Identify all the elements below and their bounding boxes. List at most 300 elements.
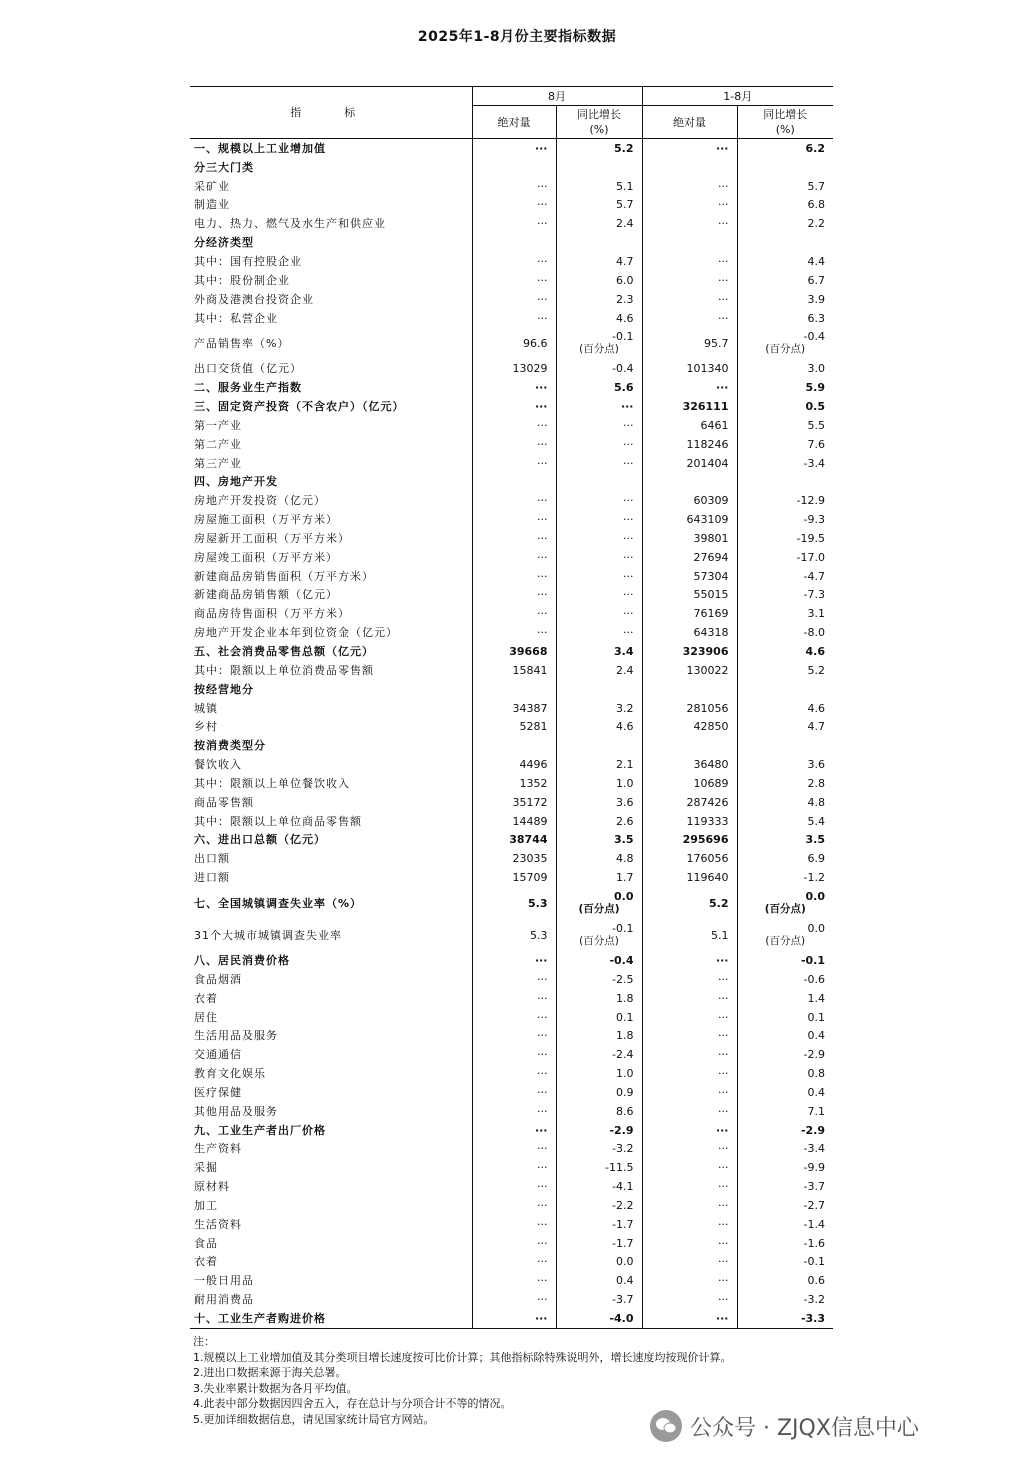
cell-yoy-ytd: 6.8 [737,196,833,215]
cell-yoy-aug: -1.7 [556,1234,642,1253]
table-row [190,290,833,309]
cell-abs-ytd [642,736,737,755]
row-label: 房地产开发企业本年到位资金（亿元） [194,626,398,640]
table-row [190,623,833,642]
row-label: 居住 [194,1010,218,1024]
cell-yoy-aug: 4.7 [556,252,642,271]
cell-abs-aug: ··· [472,970,556,989]
row-label: 房屋竣工面积（万平方米） [194,550,338,564]
table-row [190,774,833,793]
row-label: 进口额 [194,871,230,885]
cell-yoy-aug: ··· [556,604,642,623]
row-label: 31个大城市城镇调查失业率 [194,928,342,942]
cell-abs-ytd: 326111 [642,397,737,416]
cell-yoy-ytd [737,473,833,492]
cell-abs-aug: ··· [472,1253,556,1272]
cell-abs-aug: ··· [472,989,556,1008]
table-row [190,435,833,454]
row-label: 房屋施工面积（万平方米） [194,513,338,527]
cell-abs-aug: 38744 [472,831,556,850]
cell-yoy-ytd: 0.6 [737,1271,833,1290]
cell-yoy-ytd: 4.4 [737,252,833,271]
cell-abs-ytd: 287426 [642,793,737,812]
row-label: 食品 [194,1236,218,1250]
cell-yoy-aug: -0.1 (百分点) [556,327,642,359]
cell-abs-ytd: 57304 [642,567,737,586]
cell-abs-aug: ··· [472,1177,556,1196]
cell-yoy-ytd: -0.1 [737,1253,833,1272]
row-label: 第三产业 [194,456,242,470]
table-row [190,177,833,196]
cell-abs-ytd: 42850 [642,717,737,736]
cell-yoy-aug: 0.4 [556,1271,642,1290]
cell-yoy-ytd: 0.1 [737,1008,833,1027]
cell-abs-aug: ··· [472,1290,556,1309]
cell-yoy-aug: -11.5 [556,1158,642,1177]
row-label: 医疗保健 [194,1085,242,1099]
cell-abs-ytd: 76169 [642,604,737,623]
row-label: 教育文化娱乐 [194,1067,266,1081]
table-row [190,717,833,736]
cell-abs-ytd: ··· [642,378,737,397]
note-line: 3.失业率累计数据为各月平均值。 [193,1381,358,1395]
row-label: 生活资料 [194,1217,242,1231]
cell-yoy-ytd: -17.0 [737,548,833,567]
row-label: 二、服务业生产指数 [194,381,302,395]
table-row [190,755,833,774]
cell-abs-aug: ··· [472,1064,556,1083]
cell-abs-ytd: ··· [642,1253,737,1272]
cell-yoy-aug: 0.1 [556,1008,642,1027]
page-title: 2025年1-8月份主要指标数据 [417,29,617,45]
watermark [650,1406,919,1446]
table-row [190,271,833,290]
cell-abs-ytd: ··· [642,139,737,158]
cell-abs-aug: ··· [472,1215,556,1234]
cell-yoy-aug: 5.1 [556,177,642,196]
row-label: 出口额 [194,852,230,866]
cell-yoy-aug: -2.5 [556,970,642,989]
watermark-text: 公众号 · ZJQX信息中心 [690,1415,919,1441]
cell-yoy-ytd: 6.3 [737,309,833,328]
header-abs-aug: 绝对量 [472,106,556,139]
cell-abs-ytd: ··· [642,951,737,970]
table-row [190,378,833,397]
header-yoy-ytd: 同比增长 (%) [737,106,833,139]
table-row [190,849,833,868]
cell-yoy-ytd [737,680,833,699]
cell-yoy-aug: ··· [556,529,642,548]
row-label: 乡村 [194,720,218,734]
table-row [190,1008,833,1027]
cell-abs-aug: 23035 [472,849,556,868]
row-label: 五、社会消费品零售总额（亿元） [194,645,374,659]
cell-yoy-ytd: 2.2 [737,214,833,233]
table-row [190,491,833,510]
row-label: 餐饮收入 [194,758,242,772]
table-row [190,642,833,661]
cell-yoy-ytd: 6.7 [737,271,833,290]
cell-abs-aug: ··· [472,951,556,970]
cell-yoy-ytd: 4.8 [737,793,833,812]
cell-yoy-aug: ··· [556,397,642,416]
table-row [190,473,833,492]
cell-yoy-aug [556,680,642,699]
cell-yoy-aug: 2.4 [556,214,642,233]
cell-yoy-aug: ··· [556,435,642,454]
cell-yoy-aug [556,233,642,252]
cell-abs-ytd: 5.1 [642,919,737,951]
table-body [190,139,833,1329]
cell-yoy-aug: -4.0 [556,1309,642,1328]
cell-yoy-aug: 5.7 [556,196,642,215]
cell-yoy-ytd: -0.1 [737,951,833,970]
cell-abs-ytd: 281056 [642,699,737,718]
cell-yoy-ytd: -4.7 [737,567,833,586]
cell-yoy-ytd: 0.5 [737,397,833,416]
cell-abs-ytd: 64318 [642,623,737,642]
cell-yoy-ytd: -9.3 [737,510,833,529]
table-row [190,1064,833,1083]
cell-yoy-aug: 2.4 [556,661,642,680]
cell-abs-aug: ··· [472,1008,556,1027]
row-label: 六、进出口总额（亿元） [194,833,326,847]
table-row [190,868,833,887]
row-label: 分三大门类 [194,160,254,174]
table-row [190,736,833,755]
table-row [190,951,833,970]
table-row [190,989,833,1008]
row-label: 新建商品房销售面积（万平方米） [194,569,374,583]
cell-yoy-ytd: 7.6 [737,435,833,454]
row-label: 商品房待售面积（万平方米） [194,607,350,621]
cell-yoy-ytd: -1.6 [737,1234,833,1253]
cell-yoy-aug: 0.9 [556,1083,642,1102]
table-row [190,919,833,951]
cell-abs-ytd: 101340 [642,359,737,378]
cell-yoy-ytd: 5.5 [737,416,833,435]
cell-abs-ytd: ··· [642,177,737,196]
cell-yoy-ytd: 0.0 (百分点) [737,919,833,951]
cell-abs-ytd: 36480 [642,755,737,774]
cell-abs-aug: ··· [472,309,556,328]
cell-abs-aug: 15841 [472,661,556,680]
note-line: 4.此表中部分数据因四舍五入，存在总计与分项合计不等的情况。 [193,1397,512,1410]
table-row [190,1177,833,1196]
cell-abs-aug: ··· [472,416,556,435]
row-label: 七、全国城镇调查失业率（%） [194,896,363,910]
table-row [190,1309,833,1328]
cell-yoy-aug: 4.6 [556,717,642,736]
cell-abs-aug: ··· [472,435,556,454]
cell-yoy-ytd: 4.6 [737,642,833,661]
cell-yoy-ytd: 6.2 [737,139,833,158]
table-row [190,510,833,529]
table-row [190,1271,833,1290]
cell-abs-ytd: 119333 [642,812,737,831]
cell-abs-aug: 13029 [472,359,556,378]
cell-yoy-ytd [737,233,833,252]
table-row [190,1196,833,1215]
row-label: 食品烟酒 [194,972,242,986]
cell-yoy-aug: 1.0 [556,1064,642,1083]
cell-abs-ytd: ··· [642,1158,737,1177]
cell-yoy-ytd: 5.9 [737,378,833,397]
header-group-aug: 8月 [472,87,642,106]
row-label: 其中：国有控股企业 [194,254,302,268]
cell-abs-aug: ··· [472,378,556,397]
cell-abs-aug: 4496 [472,755,556,774]
cell-abs-aug: ··· [472,1271,556,1290]
cell-yoy-aug: -2.2 [556,1196,642,1215]
cell-yoy-ytd: -3.4 [737,454,833,473]
unit-note: (百分点) [578,903,620,916]
cell-abs-aug: 5281 [472,717,556,736]
cell-yoy-ytd: -3.2 [737,1290,833,1309]
cell-yoy-aug: 1.8 [556,989,642,1008]
cell-abs-aug [472,736,556,755]
unit-note: (百分点) [579,343,619,356]
cell-abs-aug: ··· [472,271,556,290]
cell-abs-aug: ··· [472,1158,556,1177]
cell-abs-ytd: ··· [642,1026,737,1045]
cell-yoy-aug: -3.7 [556,1290,642,1309]
table-row [190,359,833,378]
cell-abs-aug: 5.3 [472,887,556,919]
cell-abs-aug: 15709 [472,868,556,887]
cell-abs-ytd: 176056 [642,849,737,868]
row-label: 加工 [194,1198,218,1212]
table-row [190,233,833,252]
cell-abs-aug: 5.3 [472,919,556,951]
cell-abs-aug: ··· [472,454,556,473]
row-label: 第二产业 [194,437,242,451]
row-label: 九、工业生产者出厂价格 [194,1123,326,1137]
table-row [190,252,833,271]
cell-yoy-ytd: 4.6 [737,699,833,718]
cell-abs-ytd: 323906 [642,642,737,661]
cell-yoy-ytd: 7.1 [737,1102,833,1121]
cell-abs-ytd: 39801 [642,529,737,548]
cell-yoy-ytd: -0.6 [737,970,833,989]
cell-yoy-ytd: 5.7 [737,177,833,196]
cell-yoy-ytd: 5.2 [737,661,833,680]
row-label: 其中：限额以上单位餐饮收入 [194,776,350,790]
cell-yoy-ytd: -2.9 [737,1045,833,1064]
cell-yoy-aug: -3.2 [556,1140,642,1159]
cell-yoy-aug: ··· [556,454,642,473]
cell-yoy-aug [556,473,642,492]
table-row [190,548,833,567]
row-label: 按经营地分 [194,682,254,696]
cell-yoy-aug: 3.6 [556,793,642,812]
cell-abs-aug: 14489 [472,812,556,831]
row-label: 原材料 [194,1180,230,1194]
row-label: 出口交货值（亿元） [194,362,302,376]
table-row [190,887,833,919]
cell-abs-aug: ··· [472,252,556,271]
cell-yoy-aug: 3.5 [556,831,642,850]
cell-yoy-ytd: -2.9 [737,1121,833,1140]
cell-abs-ytd: 295696 [642,831,737,850]
cell-abs-ytd: ··· [642,196,737,215]
table-row [190,604,833,623]
row-label: 生活用品及服务 [194,1029,278,1043]
cell-abs-aug: ··· [472,1102,556,1121]
table-row [190,397,833,416]
note-line: 5.更加详细数据信息，请见国家统计局官方网站。 [193,1412,435,1426]
cell-abs-aug: ··· [472,1121,556,1140]
row-label: 分经济类型 [194,236,254,250]
cell-yoy-ytd: -9.9 [737,1158,833,1177]
cell-abs-ytd: 60309 [642,491,737,510]
cell-abs-aug: ··· [472,586,556,605]
row-label: 衣着 [194,991,218,1005]
cell-abs-aug [472,680,556,699]
cell-yoy-aug: 6.0 [556,271,642,290]
cell-abs-ytd: ··· [642,1083,737,1102]
cell-abs-aug [472,158,556,177]
cell-abs-ytd: ··· [642,1309,737,1328]
cell-yoy-aug: ··· [556,416,642,435]
cell-abs-aug [472,233,556,252]
cell-yoy-aug: 5.2 [556,139,642,158]
cell-yoy-aug: 3.2 [556,699,642,718]
cell-yoy-aug: 1.0 [556,774,642,793]
cell-yoy-aug: 5.6 [556,378,642,397]
cell-abs-aug: ··· [472,1234,556,1253]
cell-abs-ytd: ··· [642,214,737,233]
cell-abs-ytd: ··· [642,1008,737,1027]
cell-abs-aug: ··· [472,214,556,233]
cell-yoy-aug: 4.6 [556,309,642,328]
cell-yoy-ytd: -0.4 (百分点) [737,327,833,359]
row-label: 电力、热力、燃气及水生产和供应业 [194,217,386,231]
cell-yoy-aug: ··· [556,567,642,586]
note-line: 注： [193,1335,215,1348]
table-row [190,812,833,831]
cell-abs-ytd: ··· [642,271,737,290]
cell-abs-aug: ··· [472,567,556,586]
cell-yoy-aug: 0.0 [556,1253,642,1272]
cell-abs-ytd: 119640 [642,868,737,887]
cell-yoy-ytd: 2.8 [737,774,833,793]
cell-abs-aug: ··· [472,397,556,416]
row-label: 第一产业 [194,418,242,432]
table-row [190,699,833,718]
cell-abs-aug: ··· [472,491,556,510]
cell-abs-ytd: ··· [642,989,737,1008]
table-row [190,1121,833,1140]
table-row [190,309,833,328]
note-line: 2.进出口数据来源于海关总署。 [193,1366,347,1379]
cell-yoy-aug: ··· [556,623,642,642]
row-label: 房地产开发投资（亿元） [194,494,326,508]
row-label: 四、房地产开发 [194,475,278,489]
cell-yoy-ytd: 0.4 [737,1083,833,1102]
cell-abs-ytd: ··· [642,290,737,309]
cell-yoy-aug: 4.8 [556,849,642,868]
cell-yoy-aug: -2.9 [556,1121,642,1140]
cell-yoy-aug: 3.4 [556,642,642,661]
row-label: 三、固定资产投资（不含农户）（亿元） [194,400,405,414]
table-row [190,1215,833,1234]
cell-yoy-aug: ··· [556,548,642,567]
cell-yoy-ytd: -12.9 [737,491,833,510]
cell-abs-aug: ··· [472,196,556,215]
cell-abs-ytd: ··· [642,1064,737,1083]
cell-abs-aug: ··· [472,604,556,623]
row-label: 其中：股份制企业 [194,273,290,287]
cell-yoy-aug: ··· [556,491,642,510]
cell-abs-aug [472,473,556,492]
cell-abs-aug: ··· [472,290,556,309]
cell-yoy-ytd: 5.4 [737,812,833,831]
table-row [190,793,833,812]
cell-yoy-ytd: 3.5 [737,831,833,850]
unit-note: (百分点) [765,343,806,356]
header-yoy-aug: 同比增长 (%) [556,106,642,139]
cell-abs-ytd: 95.7 [642,327,737,359]
cell-abs-aug: 35172 [472,793,556,812]
cell-yoy-aug: -4.1 [556,1177,642,1196]
table-row [190,327,833,359]
header-group-ytd: 1-8月 [642,87,833,106]
cell-yoy-aug: -0.4 [556,951,642,970]
cell-abs-ytd [642,158,737,177]
table-row [190,1140,833,1159]
cell-abs-ytd: 5.2 [642,887,737,919]
cell-abs-ytd: 130022 [642,661,737,680]
cell-yoy-aug: -1.7 [556,1215,642,1234]
cell-abs-ytd: ··· [642,1215,737,1234]
cell-abs-aug: ··· [472,510,556,529]
cell-yoy-aug [556,158,642,177]
table-row [190,1234,833,1253]
cell-yoy-ytd: -2.7 [737,1196,833,1215]
cell-yoy-aug: 1.8 [556,1026,642,1045]
table-row [190,567,833,586]
cell-yoy-ytd: 3.1 [737,604,833,623]
cell-abs-ytd: ··· [642,309,737,328]
table-row [190,139,833,158]
cell-yoy-ytd: 3.9 [737,290,833,309]
row-label: 其中：限额以上单位商品零售额 [194,814,362,828]
cell-abs-ytd: 10689 [642,774,737,793]
cell-abs-aug: ··· [472,548,556,567]
table-row [190,661,833,680]
row-label: 产品销售率（%） [194,336,290,350]
row-label: 商品零售额 [194,795,254,809]
cell-yoy-ytd: 6.9 [737,849,833,868]
cell-abs-ytd: ··· [642,252,737,271]
row-label: 房屋新开工面积（万平方米） [194,531,350,545]
table-row [190,970,833,989]
row-label: 外商及港澳台投资企业 [194,292,314,306]
cell-yoy-aug: 2.6 [556,812,642,831]
row-label: 八、居民消费价格 [194,953,290,967]
cell-abs-ytd: 27694 [642,548,737,567]
cell-abs-ytd: ··· [642,1045,737,1064]
unit-note: (百分点) [764,903,806,916]
cell-yoy-ytd [737,736,833,755]
table-row [190,416,833,435]
note-line: 1.规模以上工业增加值及其分类项目增长速度按可比价计算；其他指标除特殊说明外，增长速度均按现价计算。 [193,1350,732,1364]
table-row [190,529,833,548]
row-label: 一、规模以上工业增加值 [190,139,472,158]
cell-yoy-ytd: 0.4 [737,1026,833,1045]
row-label: 新建商品房销售额（亿元） [194,588,338,602]
